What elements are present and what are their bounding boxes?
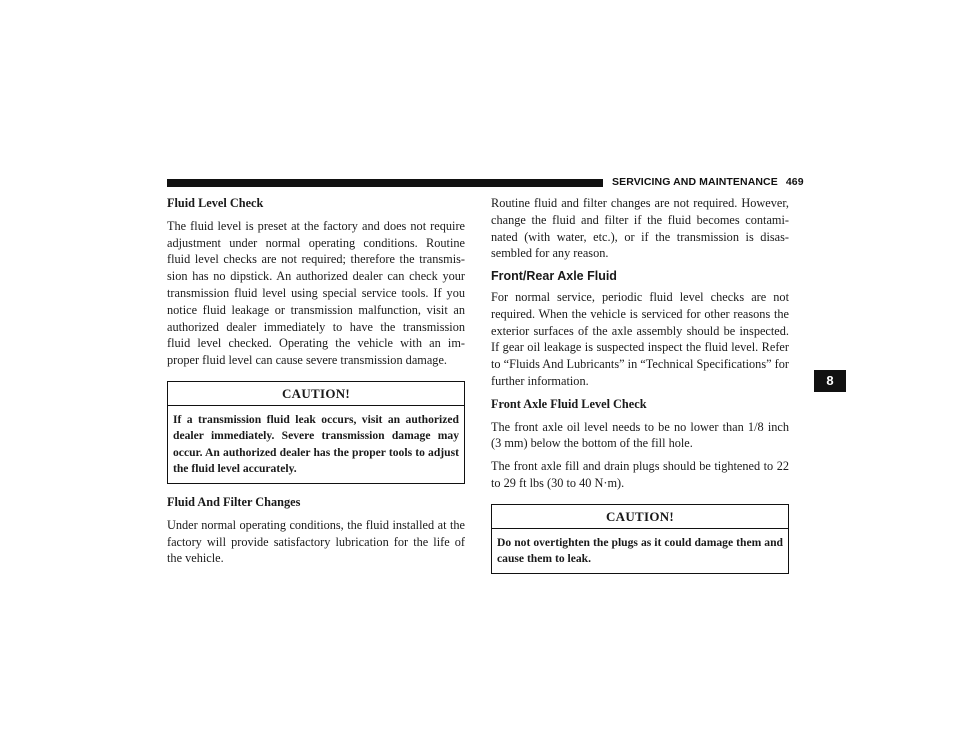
paragraph-axle-fluid: For normal service, periodic fluid level checks are not required. When the vehicle is serviced for other reasons the exterior surfaces of the axle assembly should be inspected. If gear oil leakage is suspected inspect the fluid level. Refer to “Fluids And Lubricants” in “Technical Specifications” for further information. bbox=[491, 289, 789, 388]
header-rule bbox=[167, 179, 603, 187]
heading-front-axle-check: Front Axle Fluid Level Check bbox=[491, 396, 647, 411]
heading-fluid-filter-changes: Fluid And Filter Changes bbox=[167, 494, 301, 509]
chapter-tab: 8 bbox=[814, 370, 846, 392]
paragraph-fluid-filter: Under normal operating conditions, the fluid installed at the factory will provide satisfactory lubrication for the life of the vehicle. bbox=[167, 517, 465, 566]
caution-box-transmission bbox=[167, 381, 465, 484]
paragraph-fluid-level: The fluid level is preset at the factory and does not require adjustment under normal operating conditions. Routine fluid level checks are not required; therefore the transmis- sion has no dipstick. An authorized dealer can check your transmission fluid level using special service tools. If you notice fluid leakage or transmission malfunction, visit an authorized dealer immediately to have the transmission fluid level checked. Operating the vehicle with an im- proper fluid level can cause severe transmission damage. bbox=[167, 218, 465, 368]
paragraph-plugs-torque: The front axle fill and drain plugs should be tightened to 22 to 29 ft lbs (30 to 40 N·m). bbox=[491, 459, 789, 490]
section-title: SERVICING AND MAINTENANCE bbox=[612, 176, 778, 188]
caution-box-plugs bbox=[491, 504, 789, 574]
caution-title: CAUTION! bbox=[168, 382, 464, 406]
caution-text: Do not overtighten the plugs as it could damage them and cause them to leak. bbox=[497, 535, 783, 566]
left-column bbox=[167, 195, 465, 573]
paragraph-routine-changes: Routine fluid and filter changes are not required. However, change the fluid and filter if the fluid becomes contami- nated (with water, etc.), or if the transmission is disas- sembled for any reason. bbox=[491, 196, 789, 261]
running-header bbox=[612, 176, 804, 188]
caution-title: CAUTION! bbox=[492, 505, 788, 529]
heading-axle-fluid: Front/Rear Axle Fluid bbox=[491, 269, 617, 284]
paragraph-oil-level: The front axle oil level needs to be no lower than 1/8 inch (3 mm) below the bottom of the fill hole. bbox=[491, 419, 789, 451]
heading-fluid-level-check: Fluid Level Check bbox=[167, 196, 264, 210]
right-column bbox=[491, 195, 789, 584]
caution-text: If a transmission fluid leak occurs, visit an authorized dealer immediately. Severe transmission damage may occur. An authorized dealer has the proper tools to adjust the fluid level accurately. bbox=[173, 412, 459, 476]
page-number: 469 bbox=[785, 176, 804, 188]
